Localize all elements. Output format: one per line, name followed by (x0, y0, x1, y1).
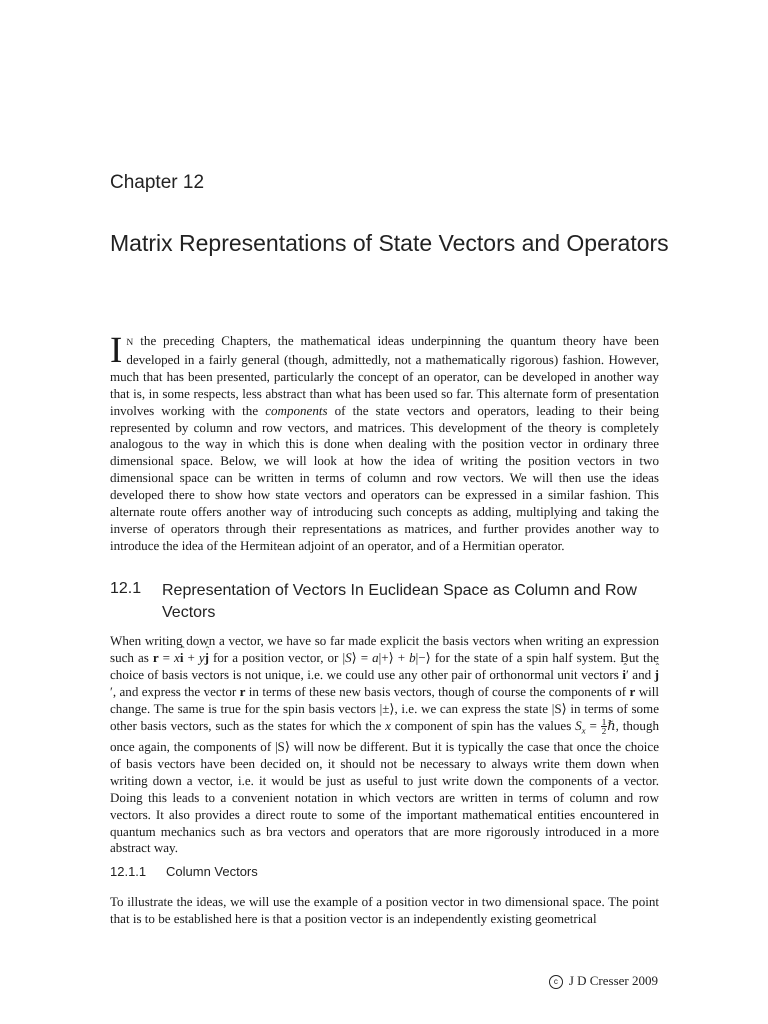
section-text-7: will change. The same is true for the spin basis vectors |±⟩, i.e. we can express the state |S⟩ in terms of some other basis vectors, such as the states for which the (110, 683, 659, 733)
section-text-3: for the state of a spin half system. But the choice of basis vectors is not unique, i.e. we could use any other pair of orthonormal unit vectors (110, 649, 659, 682)
section-text-9: , though once again, the components of |S⟩ will now be different. But it is typically the case that once the choice of basis vectors have been decided on, it should not be necessary to always write them down when writing down a vector, i.e. it would be just as useful to just write down the components of a vector. Doing this leads to a convenient notation in which vectors are written in terms of column and row vectors. It also provides a direct route to some of the important mathematical entities encountered in quantum mechanics such as bra vectors and operators that are more rigorously introduced in a more abstract way. (110, 717, 659, 856)
copyright-icon: c (549, 975, 563, 989)
section-text-1: When writing down a vector, we have so far made explicit the basis vectors when writing an expression such as (110, 633, 659, 665)
section-title: Representation of Vectors In Euclidean Space as Column and Row Vectors (162, 582, 637, 621)
section-text-4: and (628, 666, 655, 682)
math-fraction-half: $\frac{1}{2}$ (601, 717, 607, 737)
math-r-vector: r (152, 649, 159, 665)
section-text-6: in terms of these new basis vectors, though of course the components of (245, 683, 630, 699)
footer-copyright (549, 973, 658, 989)
subsection-title: Column Vectors (166, 864, 258, 879)
section-number: 12.1 (110, 580, 142, 597)
intro-emphasis: components (265, 402, 328, 418)
math-i-hat: i ˆ (180, 650, 184, 667)
math-j-hat: j ˆ (205, 650, 209, 667)
subsection-number: 12.1.1 (110, 864, 147, 879)
subsection-text: To illustrate the ideas, we will use the example of a position vector in two dimensional space. The point that is to be established here is that a position vector is an independently existing geometrical (110, 894, 659, 926)
chapter-label: Chapter 12 (110, 172, 205, 193)
drop-cap: I (110, 330, 123, 371)
intro-paragraph (110, 330, 659, 555)
intro-smallcaps: N (126, 338, 134, 348)
chapter-title: Matrix Representations of State Vectors and Operators (110, 230, 669, 256)
section-text-2: for a position vector, or (209, 649, 343, 665)
section-paragraph: When writing down a vector, we have so far made explicit the basis vectors when writing an expression such as r = xi ˆ + yj ˆ for a position vector, or |S⟩ = a|+⟩ + b|−⟩ for the state of a spin half system. But the choice of basis vectors is not unique, i.e. we could use any other pair of orthonormal unit vectors i ˆ′ and j ˆ′, and express the vector r in terms of these new basis vectors, though of course the components of r will change. The same is true for the spin basis vectors |±⟩, i.e. we can express the state |S⟩ in terms of some other basis vectors, such as the states for which the x component of spin has the values $S_x$ = $\frac{1}{2}$ ℏ, though once again, the components of |S⟩ will now be different. But it is typically the case that once the choice of basis vectors have been decided on, it should not be necessary to always write them down when writing down a vector, i.e. it would be just as useful to just write down the components of a vector. Doing this leads to a convenient notation in which vectors are written in terms of column and row vectors. It also provides a direct route to some of the important mathematical entities encountered in quantum mechanics such as bra vectors and operators that are more rigorously introduced in a more abstract way. (110, 633, 659, 857)
footer-text: J D Cresser 2009 (568, 973, 658, 988)
intro-text-after: of the state vectors and operators, leading to their being represented by column and row vectors, and matrices. This development of the theory is completely analogous to the way in which this is done when dealing with the position vector in ordinary three dimensional space. Below, we will look at how the idea of writing the position vectors in two dimensional space can be written in terms of column and row vectors. We will then use the ideas developed there to show how state vectors and operators can be expressed in a similar fashion. This alternate route offers another way of introducing such concepts as adding, multiplying and taking the inverse of operators through their representations as matrices, and further provides another way to introduce the idea of the Hermitean adjoint of an operator, and of a Hermitian operator. (110, 402, 659, 553)
intro-text: the preceding Chapters, the mathematical ideas underpinning the quantum theory have been developed in a fairly general (though, admittedly, not a mathematically rigorous) fashion. However, much that has been presented, particularly the concept of an operator, can be developed in another way that is, in some respects, less abstract than what has been used so far. This alternate form of presentation involves working with the (110, 333, 659, 418)
subsection-paragraph (110, 894, 659, 928)
section-text-5: , and express the vector (112, 683, 240, 699)
section-text-8: component of spin has the values (390, 717, 576, 733)
